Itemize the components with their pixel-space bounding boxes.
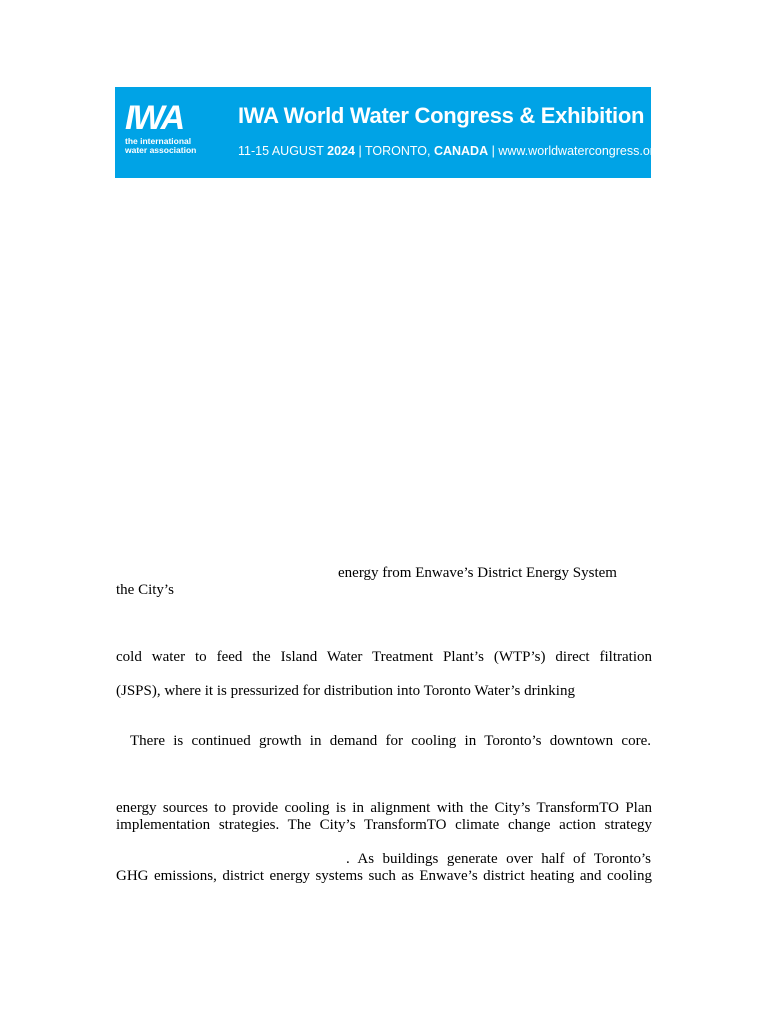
banner-details [238,144,661,158]
text-line-1a: energy from Enwave’s District Energy System [338,565,617,581]
text-line-1b: the City’s [116,582,174,598]
text-line-8: GHG emissions, district energy systems such as Enwave’s district heating and cooling [116,868,652,884]
logo-org-line-2: water association [125,145,197,155]
logo-org-line-1: the international [125,136,192,146]
logo-wordmark: IWA [125,99,184,137]
banner-website: | www.worldwatercongress.org [488,144,661,158]
iwa-logo [125,101,205,161]
text-line-7: . As buildings generate over half of Toronto’s [346,851,651,867]
banner-dates: 11-15 AUGUST [238,144,324,158]
text-line-6: implementation strategies. The City’s TransformTO climate change action strategy [116,817,652,833]
conference-banner [115,87,661,178]
banner-title: IWA World Water Congress & Exhibition [238,103,645,128]
banner-year: 2024 [327,144,355,158]
text-line-3: (JSPS), where it is pressurized for distribution into Toronto Water’s drinking [116,683,575,699]
logo-org-name [125,137,205,155]
text-line-4: There is continued growth in demand for cooling in Toronto’s downtown core. [130,733,651,749]
banner-city: | TORONTO, [354,144,434,158]
text-line-5: energy sources to provide cooling is in alignment with the City’s TransformTO Plan [116,800,652,816]
text-line-2: cold water to feed the Island Water Treatment Plant’s (WTP’s) direct filtration [116,649,652,665]
banner-country: CANADA [433,144,489,158]
